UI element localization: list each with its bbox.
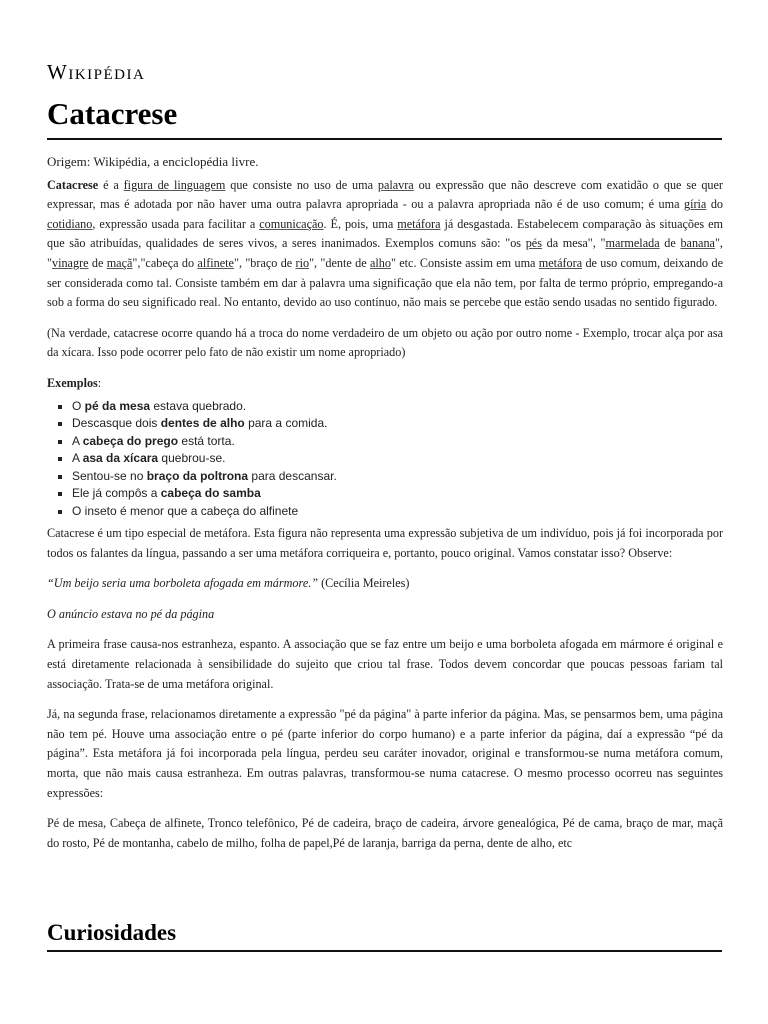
link-comunicacao[interactable]: comunicação [259, 216, 324, 231]
wikipedia-logo[interactable]: Wikipédia [47, 60, 146, 84]
list-item [72, 450, 723, 468]
text-span: ", "dente de [309, 255, 370, 270]
term-bold: Catacrese [47, 177, 99, 192]
text-span: de [659, 236, 681, 251]
examples-list [47, 398, 723, 521]
quote-author: (Cecília Meireles) [318, 576, 410, 591]
link-marmelada[interactable]: marmelada [605, 236, 660, 251]
text-span: A [72, 451, 83, 466]
examples-heading [47, 374, 723, 394]
list-item [72, 433, 723, 451]
text-span: Descasque dois [72, 416, 161, 431]
link-alho[interactable]: alho [369, 255, 391, 270]
text-span: de uso comum, deixando de ser considerada como tal. Consiste também em dar à palavra uma significação que ela não tem, por falta de termo próprio, empregando-a sob a forma do seu significado real. No entanto, devido ao uso contínuo, não mais se percebe que estão sendo usadas no sentido figurado. [47, 255, 723, 310]
section-heading-curiosidades: Curiosidades [47, 918, 722, 952]
paragraph-2: A primeira frase causa-nos estranheza, espanto. A associação que se faz entre um beijo e uma borboleta afogada em mármore é original e está diretamente relacionada à sensibilidade do sujeito que criou tal frase. Todos devem concordar que poucas pessoas fariam tal associação. Trata-se de uma metáfora original. [47, 637, 723, 691]
link-figura-de-linguagem[interactable]: figura de linguagem [123, 177, 226, 192]
text-span: O inseto é menor que a cabeça do alfinete [72, 503, 299, 518]
link-banana[interactable]: banana [680, 236, 715, 251]
text-span: é a [98, 177, 124, 192]
text-span: " etc. Consiste assim em uma [390, 255, 539, 270]
text-span: estava quebrado. [150, 398, 247, 413]
text-span: da mesa", " [541, 236, 606, 251]
example-term: pé da mesa [84, 398, 151, 413]
examples-colon: : [97, 375, 102, 390]
text-span: ", " [47, 236, 723, 270]
example-term: asa da xícara [82, 451, 159, 466]
paragraph-1: Catacrese é um tipo especial de metáfora. Esta figura não representa uma expressão subjetiva de um indivíduo, pois já foi incorporada por todos os falantes da língua, passando a ser uma metáfora corriqueira e, portanto, pouco original. Vamos constatar isso? Observe: [47, 526, 723, 560]
quote-text: “Um beijo seria uma borboleta afogada em mármore.” [47, 576, 319, 591]
text-span: Ele já compôs a [72, 486, 161, 501]
page-title: Catacrese [47, 94, 722, 140]
text-span: , expressão usada para facilitar a [92, 216, 260, 231]
list-item [72, 485, 723, 503]
examples-label: Exemplos [47, 375, 98, 390]
text-span: ", "braço de [233, 255, 296, 270]
quote-2: O anúncio estava no pé da página [47, 606, 215, 621]
link-metafora[interactable]: metáfora [397, 216, 441, 231]
text-span: para a comida. [244, 416, 328, 431]
link-pes[interactable]: pés [525, 236, 542, 251]
text-span: quebrou-se. [158, 451, 226, 466]
article-body [47, 152, 723, 864]
list-item [72, 398, 723, 416]
link-cotidiano[interactable]: cotidiano [47, 216, 93, 231]
text-span: já desgastada. Estabelecem comparação às situações em que são atribuídas, qualidades de seres vivos, a seres inanimados. Exemplos comuns são: "os [47, 216, 724, 251]
text-span: que consiste no uso de uma [225, 177, 378, 192]
note-paragraph: (Na verdade, catacrese ocorre quando há a troca do nome verdadeiro de um objeto ou ação por outro nome - Exemplo, trocar alça por asa da xícara. Isso pode ocorrer pelo fato de não existir um nome apropriado) [47, 325, 723, 360]
text-span: está torta. [178, 433, 235, 448]
paragraph-4: Pé de mesa, Cabeça de alfinete, Tronco telefônico, Pé de cadeira, braço de cadeira, árvore genealógica, Pé de cama, braço de mar, maçã do rosto, Pé de montanha, cabelo de milho, folha de papel,Pé de laranja, barriga da perna, dente de alho, etc [47, 816, 723, 850]
quote-1 [47, 574, 723, 594]
text-span: Sentou-se no [72, 468, 147, 483]
text-span: ","cabeça do [132, 255, 198, 270]
link-maca[interactable]: maçã [106, 255, 133, 270]
intro-paragraph [47, 176, 723, 313]
text-span: do [706, 197, 724, 212]
origin-line: Origem: Wikipédia, a enciclopédia livre. [47, 154, 259, 169]
link-palavra[interactable]: palavra [377, 177, 414, 192]
list-item [72, 503, 723, 521]
link-rio[interactable]: rio [295, 255, 310, 270]
link-giria[interactable]: gíria [683, 197, 707, 212]
example-term: dentes de alho [160, 416, 245, 431]
text-span: de [88, 255, 107, 270]
text-span: ou expressão que não descreve com exatidão o que se quer expressar, mas é adotada por não haver uma outra palavra apropriada - ou a palavra apropriada não é de uso comum; é uma [47, 177, 723, 212]
example-term: cabeça do prego [82, 433, 179, 448]
link-metafora-2[interactable]: metáfora [538, 255, 583, 270]
text-span: para descansar. [248, 468, 337, 483]
example-term: braço da poltrona [146, 468, 249, 483]
paragraph-3: Já, na segunda frase, relacionamos diretamente a expressão "pé da página" à parte inferior da página. Mas, se pensarmos bem, uma página não tem pé. Houve uma associação entre o pé (parte inferior do corpo humano) e a parte inferior da página, daí a expressão “pé da página”. Esta metáfora já foi incorporada pela língua, perdeu seu caráter inovador, original e transformou-se numa metáfora comum, morta, que não mais causa estranheza. Em outras palavras, transformou-se numa catacrese. O mesmo processo ocorreu nas seguintes expressões: [47, 707, 723, 800]
text-span: A [72, 433, 83, 448]
list-item [72, 468, 723, 486]
link-alfinete[interactable]: alfinete [197, 255, 234, 270]
text-span: O [72, 398, 85, 413]
link-vinagre[interactable]: vinagre [51, 255, 89, 270]
text-span: . É, pois, uma [323, 216, 398, 231]
list-item [72, 415, 723, 433]
example-term: cabeça do samba [160, 486, 261, 501]
